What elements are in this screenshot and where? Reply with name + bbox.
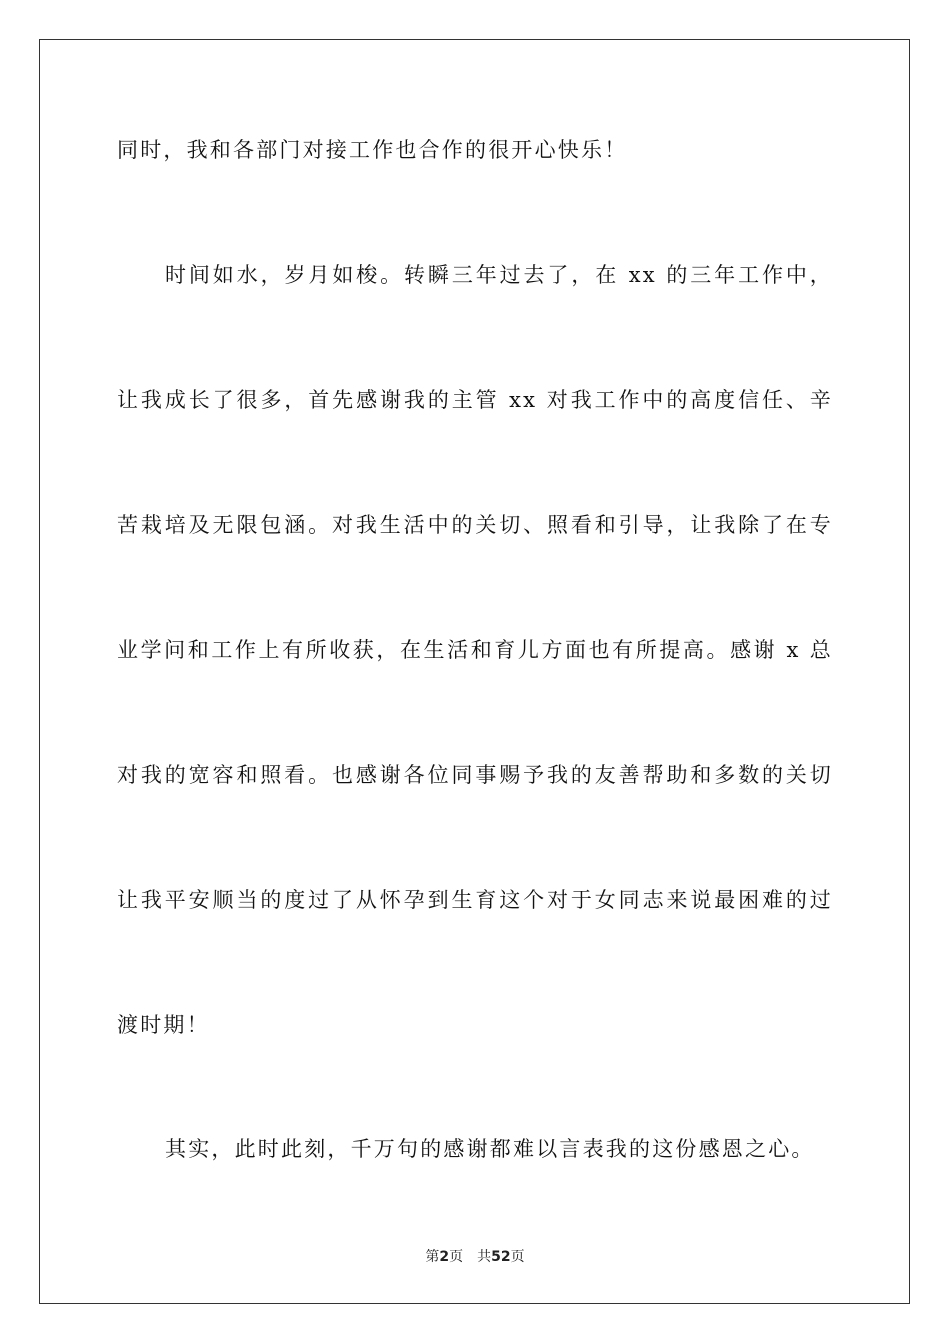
- text-line-2: 时间如水，岁月如梭。转瞬三年过去了，在 xx 的三年工作中，: [165, 263, 833, 287]
- text-line-8: 渡时期！: [117, 1013, 210, 1037]
- page-border: [39, 39, 910, 1304]
- footer-total-pages: 52: [491, 1249, 511, 1265]
- text-line-6: 对我的宽容和照看。也感谢各位同事赐予我的友善帮助和多数的关切: [117, 763, 833, 787]
- text-line-7: 让我平安顺当的度过了从怀孕到生育这个对于女同志来说最困难的过: [117, 888, 833, 912]
- footer-total-prefix: 共: [477, 1249, 492, 1265]
- footer-page-prefix: 第: [425, 1249, 440, 1265]
- footer-total-suffix: 页: [510, 1249, 525, 1265]
- text-line-4: 苦栽培及无限包涵。对我生活中的关切、照看和引导，让我除了在专: [117, 513, 833, 537]
- page-footer: [0, 1248, 950, 1266]
- text-line-5: 业学问和工作上有所收获，在生活和育儿方面也有所提高。感谢 x 总: [117, 638, 833, 662]
- footer-page-number: 2: [439, 1249, 450, 1265]
- footer-page-suffix: 页: [449, 1249, 464, 1265]
- text-line-1: 同时，我和各部门对接工作也合作的很开心快乐！: [117, 138, 628, 162]
- text-line-3: 让我成长了很多，首先感谢我的主管 xx 对我工作中的高度信任、辛: [117, 388, 833, 412]
- text-line-9: 其实，此时此刻，千万句的感谢都难以言表我的这份感恩之心。: [165, 1137, 815, 1161]
